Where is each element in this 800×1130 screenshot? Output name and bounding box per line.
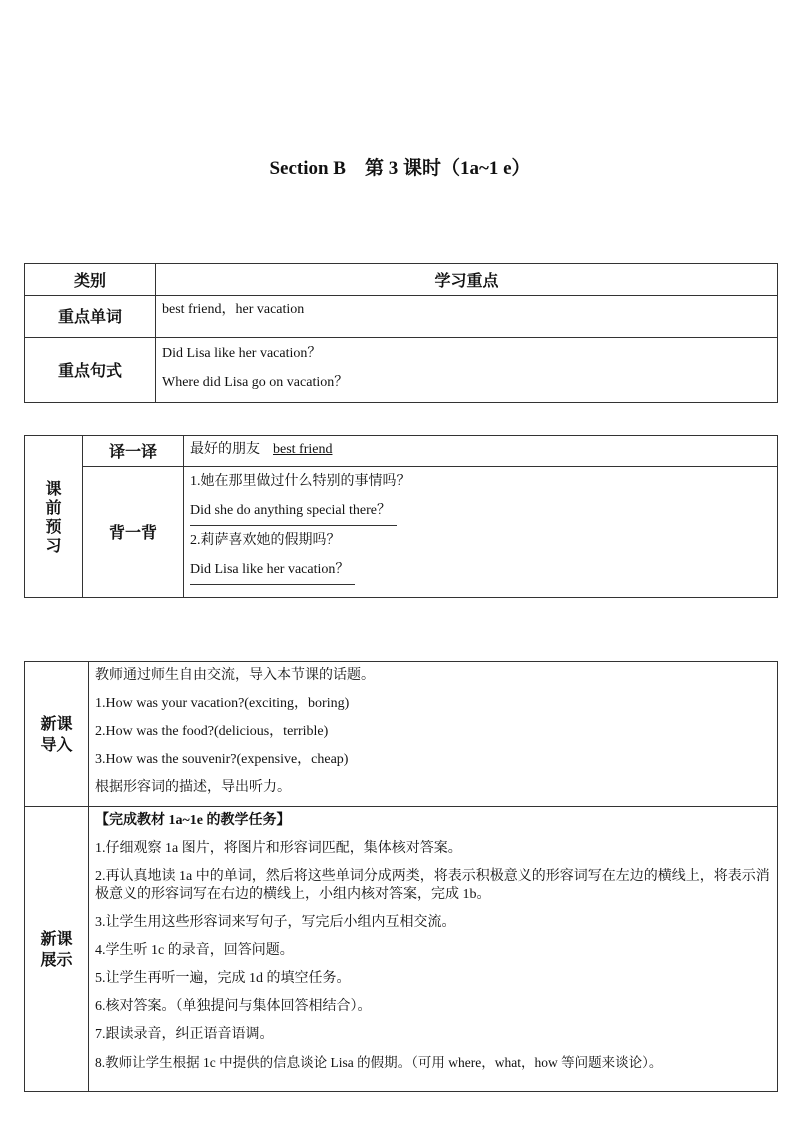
- table-row: [25, 662, 778, 807]
- display-label: 新课展示: [25, 807, 89, 1092]
- key-sentence-1: Did Lisa like her vacation？: [162, 346, 322, 361]
- table-row: [25, 296, 778, 338]
- header-category: 类别: [25, 264, 156, 296]
- preview-side-label: 课前预习: [25, 436, 83, 598]
- row-label-words: 重点单词: [25, 296, 156, 338]
- display-item-3: 3.让学生用这些形容词来写句子，写完后小组内互相交流。: [95, 915, 456, 930]
- display-heading: 【完成教材 1a~1e 的教学任务】: [95, 813, 291, 828]
- focus-table: [24, 263, 778, 403]
- key-words-text: best friend，her vacation: [162, 302, 305, 317]
- table-row: [25, 807, 778, 1092]
- intro-line-3: 2.How was the food?(delicious，terrible): [95, 724, 329, 739]
- intro-line-5: 根据形容词的描述，导出听力。: [95, 780, 291, 795]
- header-focus: 学习重点: [156, 264, 778, 296]
- translate-label: 译一译: [83, 436, 184, 467]
- table-row: [25, 338, 778, 403]
- recite-answer-2: Did Lisa like her vacation？: [190, 555, 355, 585]
- display-item-6: 6.核对答案。（单独提问与集体回答相结合）。: [95, 999, 372, 1014]
- intro-line-1: 教师通过师生自由交流，导入本节课的话题。: [95, 668, 375, 683]
- display-item-4: 4.学生听 1c 的录音，回答问题。: [95, 943, 294, 958]
- translate-prompt: 最好的朋友: [190, 442, 260, 457]
- translate-answer: best friend: [273, 442, 333, 457]
- display-item-2: 2.再认真地读 1a 中的单词，然后将这些单词分成两类，将表示积极意义的形容词写在左边的横线上，将表示消极意义的形容词写在右边的横线上，小组内核对答案，完成 1b。: [95, 869, 770, 902]
- intro-label: 新课导入: [25, 662, 89, 807]
- row-label-sentences: 重点句式: [25, 338, 156, 403]
- intro-line-4: 3.How was the souvenir?(expensive，cheap): [95, 752, 349, 767]
- key-sentence-2: Where did Lisa go on vacation？: [162, 375, 349, 390]
- recite-label: 背一背: [83, 467, 184, 598]
- recite-question-2: 2.莉萨喜欢她的假期吗？: [190, 533, 341, 548]
- display-item-5: 5.让学生再听一遍，完成 1d 的填空任务。: [95, 971, 351, 986]
- intro-line-2: 1.How was your vacation?(exciting，boring): [95, 696, 350, 711]
- recite-question-1: 1.她在那里做过什么特别的事情吗？: [190, 474, 411, 489]
- recite-answer-1: Did she do anything special there？: [190, 496, 397, 526]
- lesson-table: [24, 661, 778, 1092]
- display-item-7: 7.跟读录音，纠正语音语调。: [95, 1027, 274, 1042]
- preview-table: [24, 435, 778, 598]
- display-item-1: 1.仔细观察 1a 图片，将图片和形容词匹配，集体核对答案。: [95, 841, 462, 856]
- document-title: Section B 第 3 课时（1a~1 e）: [269, 158, 531, 179]
- display-item-8: 8.教师让学生根据 1c 中提供的信息谈论 Lisa 的假期。（可用 where，what，how 等问题来谈论）。: [95, 1055, 663, 1070]
